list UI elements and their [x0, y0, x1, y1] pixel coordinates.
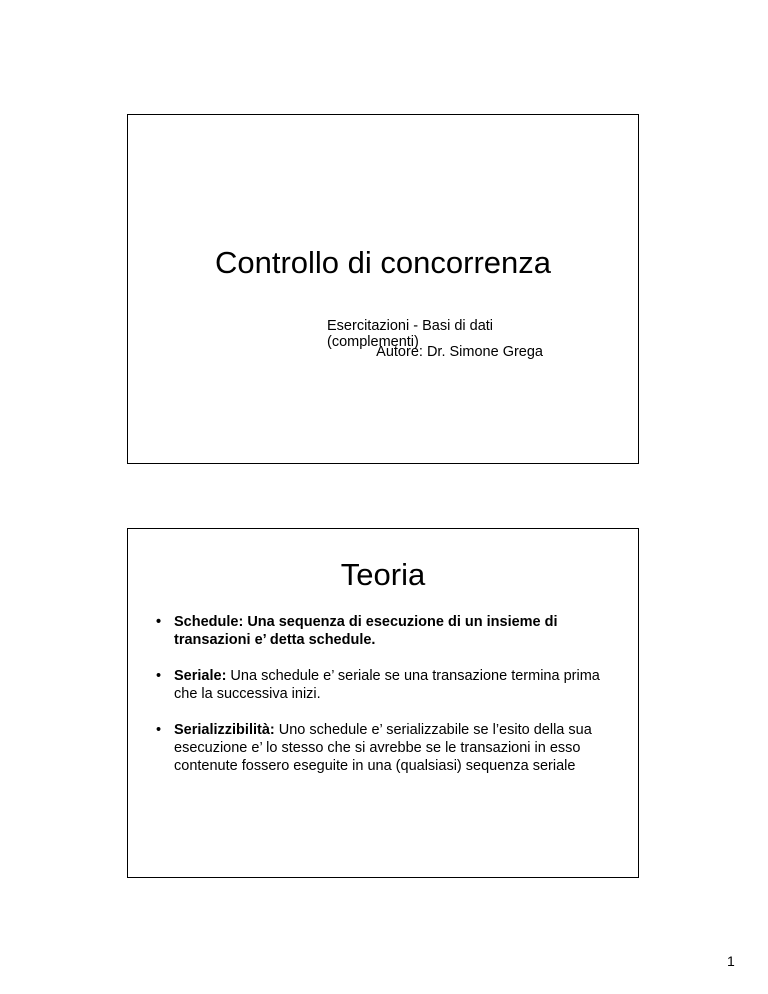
slide-title: Teoria — [340, 557, 426, 592]
bullet-text: Una sequenza di esecuzione di un insieme di transazioni e’ detta schedule. — [174, 614, 558, 648]
bullet-term: Seriale: — [174, 668, 227, 684]
slide-author: Autore: Dr. Simone Grega — [376, 344, 543, 360]
bullet-list — [156, 613, 626, 793]
bullet-text: Una schedule e’ seriale se una transazione termina prima che la successiva inizi. — [174, 668, 600, 702]
bullet-text: Uno schedule e’ serializzabile se l’esito della sua esecuzione e’ lo stesso che si avrebbe se le transazioni in esso contenute fossero eseguite in una (qualsiasi) sequenza seriale — [174, 722, 592, 774]
slide-title: Controllo di concorrenza — [214, 245, 551, 280]
bullet-item — [156, 613, 626, 649]
bullet-term: Serializzibilità: — [174, 722, 275, 738]
bullet-term: Schedule: — [174, 614, 244, 630]
slide-1 — [127, 114, 639, 464]
bullet-item — [156, 721, 626, 775]
bullet-item — [156, 667, 626, 703]
page-number: 1 — [727, 953, 735, 969]
slide-subtitle: Esercitazioni - Basi di dati (complementi) — [327, 318, 494, 350]
slide-2 — [127, 528, 639, 878]
